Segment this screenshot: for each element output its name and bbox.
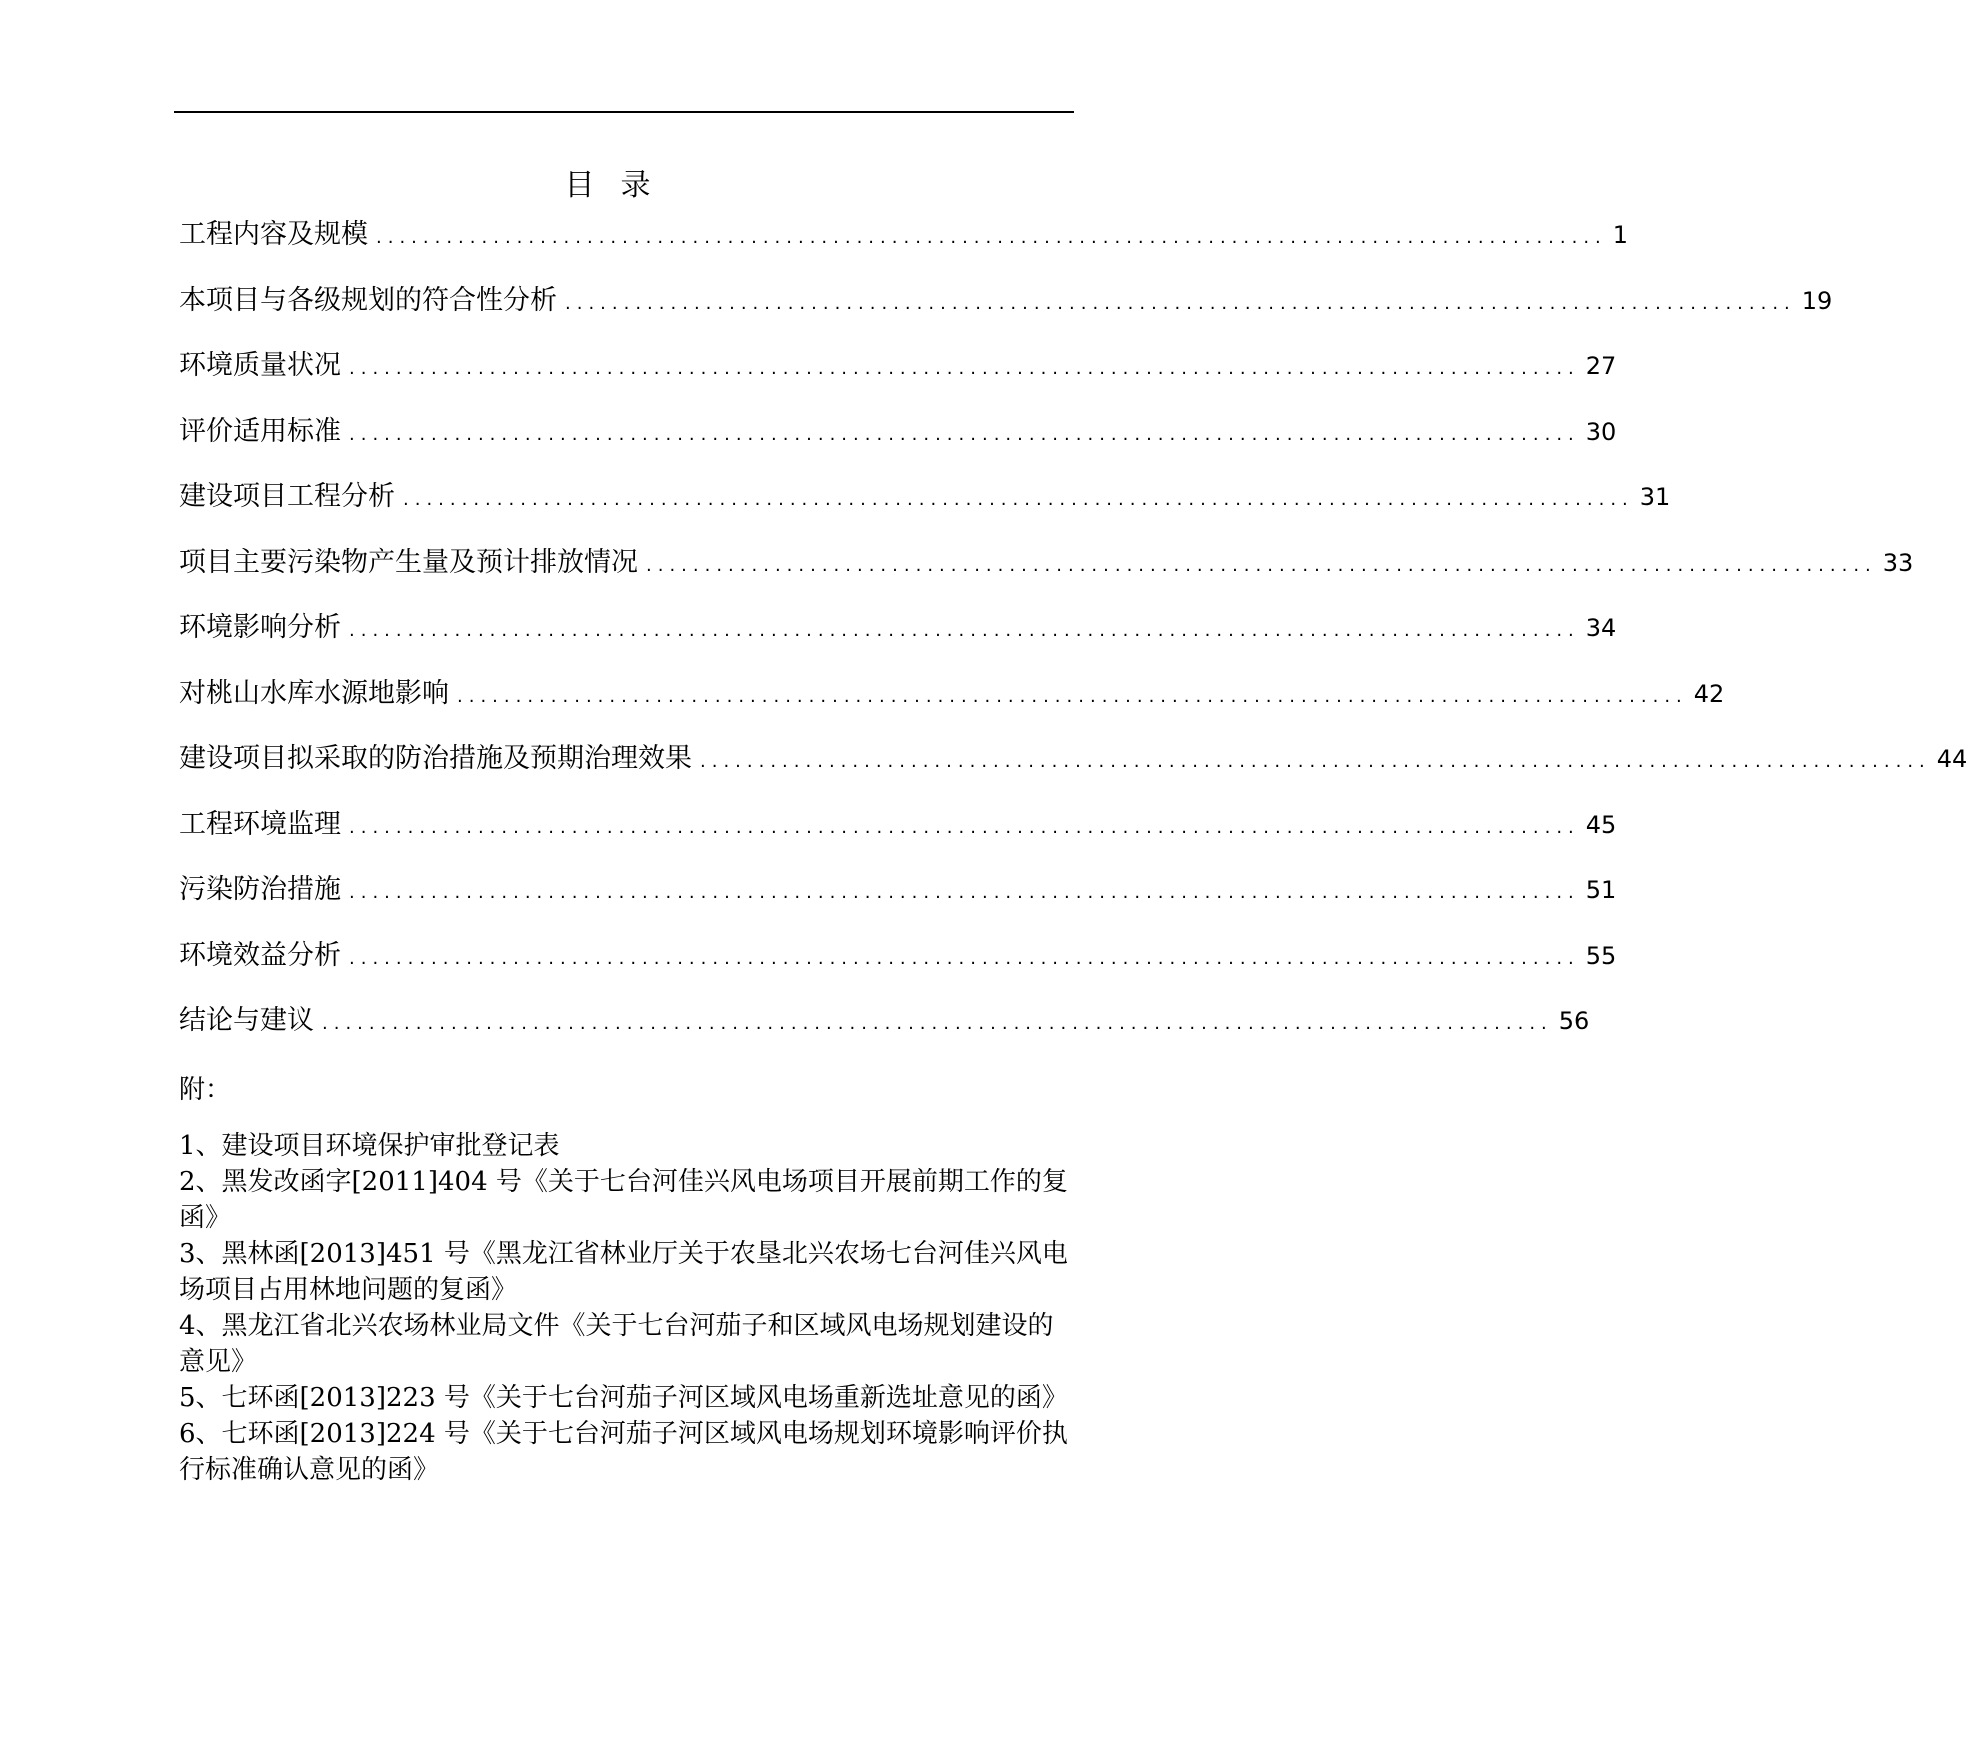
toc-entry[interactable] (179, 933, 1617, 999)
toc-entry[interactable] (179, 278, 1833, 344)
toc-entry[interactable] (179, 671, 1725, 737)
toc-entry-title: 工程内容及规模 (179, 219, 368, 250)
toc-entry-title: 建设项目拟采取的防治措施及预期治理效果 (179, 743, 692, 774)
toc-entry-page: 56 (1558, 1007, 1590, 1035)
dot-leader: ......................................................................................................... (349, 358, 1580, 379)
toc-entry-title: 环境影响分析 (179, 612, 341, 643)
toc-entry-page: 42 (1693, 679, 1725, 708)
dot-leader: ......................................................................................................... (349, 816, 1580, 838)
attachments-section (179, 1072, 1079, 1488)
toc-entry-title: 对桃山水库水源地影响 (179, 677, 449, 709)
toc-entry-title: 项目主要污染物产生量及预计排放情况 (179, 546, 638, 578)
dot-leader: ......................................................................................................... (349, 423, 1580, 445)
attachment-item: 5、七环函[2013]223 号《关于七台河茄子河区域风电场重新选址意见的函》 (179, 1383, 1068, 1413)
header-rule (174, 111, 1074, 113)
toc-entry-title: 环境效益分析 (179, 939, 341, 971)
toc-entry-title: 建设项目工程分析 (179, 481, 395, 512)
toc-entry[interactable] (179, 802, 1617, 868)
toc-entry[interactable] (179, 998, 1590, 1064)
attachments-heading: 附： (179, 1075, 232, 1105)
toc-entry[interactable] (179, 605, 1617, 671)
toc-entry-page: 30 (1585, 417, 1617, 446)
toc-entry-page: 55 (1585, 941, 1617, 970)
dot-leader: ......................................................................................................... (349, 947, 1580, 969)
dot-leader: ......................................................................................................... (646, 554, 1877, 576)
toc-entry[interactable] (179, 736, 1967, 802)
toc-entry-title: 结论与建议 (179, 1005, 314, 1036)
toc-entry-page: 45 (1585, 810, 1617, 839)
toc-entry-title: 本项目与各级规划的符合性分析 (179, 284, 557, 316)
toc-entry[interactable] (179, 474, 1671, 540)
toc-entry[interactable] (179, 540, 1914, 606)
toc-list (179, 212, 1967, 1064)
attachment-item: 3、黑林函[2013]451 号《黑龙江省林业厅关于农垦北兴农场七台河佳兴风电场项目占用林地问题的复函》 (179, 1239, 1068, 1305)
toc-entry-page: 33 (1882, 548, 1914, 577)
dot-leader: ......................................................................................................... (376, 227, 1607, 248)
dot-leader: ......................................................................................................... (322, 1013, 1553, 1034)
dot-leader: ......................................................................................................... (700, 751, 1931, 772)
toc-entry-page: 27 (1585, 352, 1617, 380)
dot-leader: ......................................................................................................... (403, 489, 1634, 510)
toc-entry-title: 环境质量状况 (179, 350, 341, 381)
dot-leader: ......................................................................................................... (565, 292, 1796, 314)
toc-entry-title: 工程环境监理 (179, 808, 341, 840)
toc-title: 目录 (564, 168, 677, 203)
attachment-item: 2、黑发改函字[2011]404 号《关于七台河佳兴风电场项目开展前期工作的复函》 (179, 1167, 1068, 1233)
toc-entry-title: 评价适用标准 (179, 415, 341, 447)
dot-leader: ......................................................................................................... (457, 685, 1688, 707)
dot-leader: ......................................................................................................... (349, 620, 1580, 641)
toc-entry-title: 污染防治措施 (179, 874, 341, 905)
toc-entry-page: 51 (1585, 876, 1617, 904)
toc-entry[interactable] (179, 867, 1617, 933)
toc-entry-page: 44 (1936, 745, 1967, 773)
dot-leader: ......................................................................................................... (349, 882, 1580, 903)
toc-entry-page: 34 (1585, 614, 1617, 642)
toc-entry[interactable] (179, 212, 1629, 278)
toc-entry-page: 19 (1801, 286, 1833, 315)
toc-entry[interactable] (179, 409, 1617, 475)
toc-entry-page: 1 (1612, 221, 1629, 249)
toc-entry-page: 31 (1639, 483, 1671, 511)
toc-entry[interactable] (179, 343, 1617, 409)
attachment-item: 4、黑龙江省北兴农场林业局文件《关于七台河茄子和区域风电场规划建设的意见》 (179, 1311, 1054, 1377)
attachment-item: 1、建设项目环境保护审批登记表 (179, 1131, 560, 1161)
attachment-item: 6、七环函[2013]224 号《关于七台河茄子河区域风电场规划环境影响评价执行标准确认意见的函》 (179, 1419, 1068, 1485)
